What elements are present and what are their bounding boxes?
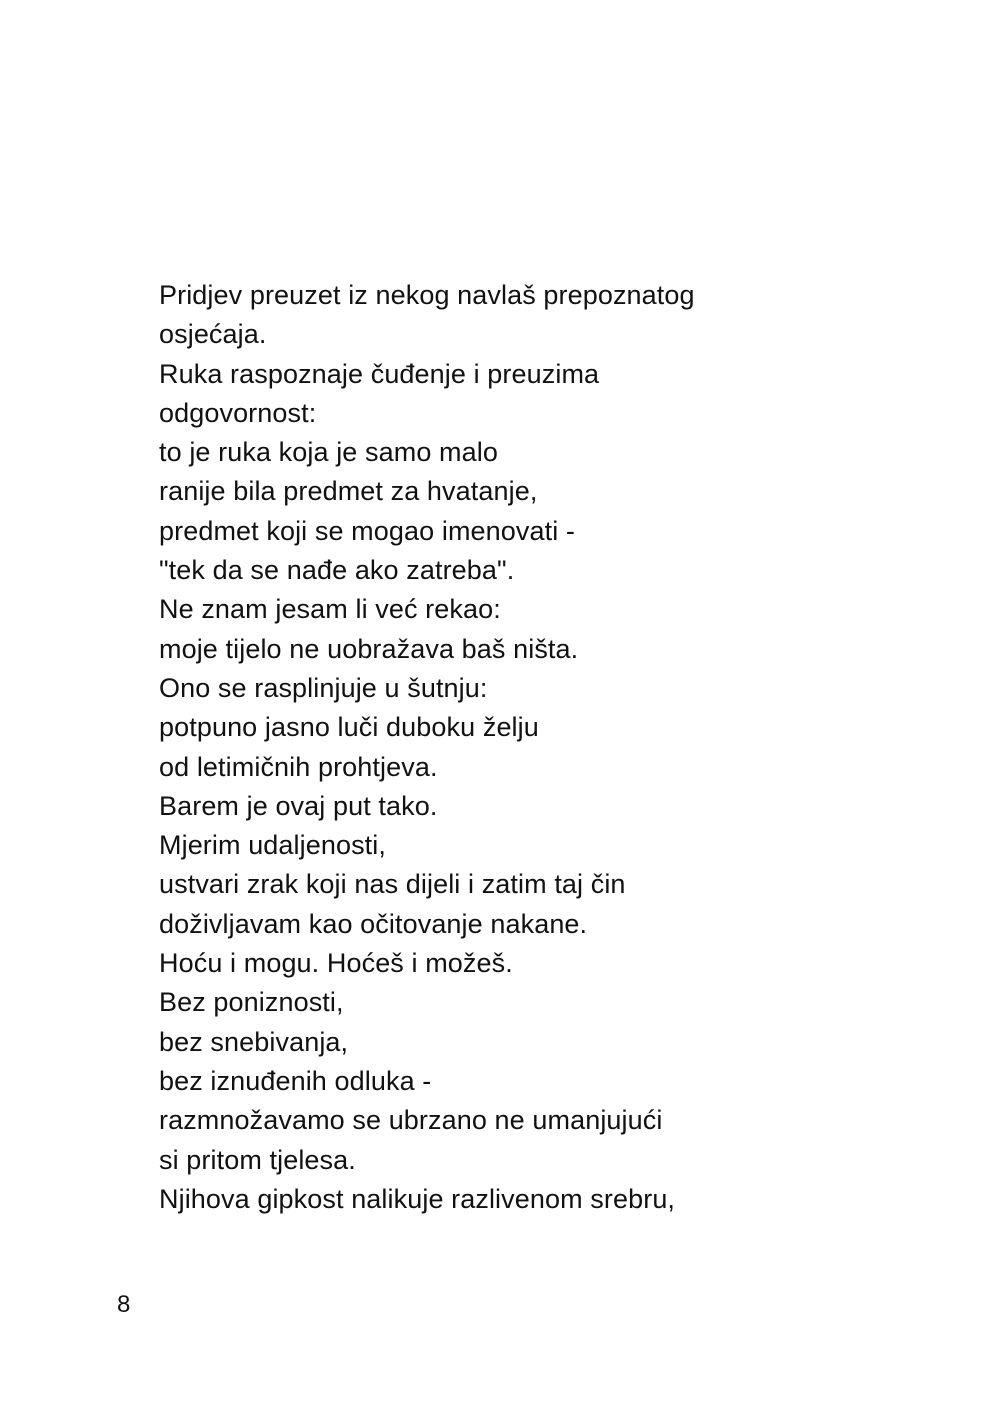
poem-line: Ne znam jesam li već rekao: bbox=[159, 594, 501, 625]
poem-line: Ono se rasplinjuje u šutnju: bbox=[159, 672, 488, 703]
poem-line: Bez poniznosti, bbox=[159, 987, 344, 1018]
poem-line: "tek da se nađe ako zatreba". bbox=[159, 555, 515, 586]
poem-line: Mjerim udaljenosti, bbox=[159, 830, 386, 861]
poem-line: od letimičnih prohtjeva. bbox=[159, 751, 438, 782]
page-number: 8 bbox=[117, 1291, 131, 1318]
poem-line: bez snebivanja, bbox=[159, 1026, 349, 1057]
poem-line: ranije bila predmet za hvatanje, bbox=[159, 476, 538, 507]
poem-line: doživljavam kao očitovanje nakane. bbox=[159, 908, 588, 939]
poem-line: Pridjev preuzet iz nekog navlaš prepoznatog bbox=[159, 280, 695, 310]
poem-line: moje tijelo ne uobražava baš ništa. bbox=[159, 633, 579, 664]
poem-text bbox=[159, 276, 919, 1219]
poem-line: potpuno jasno luči duboku želju bbox=[159, 712, 539, 743]
poem-line: osjećaja. bbox=[159, 319, 267, 350]
poem-line: to je ruka koja je samo malo bbox=[159, 437, 498, 468]
poem-line: bez iznuđenih odluka - bbox=[159, 1065, 432, 1096]
poem-line: razmnožavamo se ubrzano ne umanjujući bbox=[159, 1105, 663, 1136]
poem-line: Njihova gipkost nalikuje razlivenom srebru, bbox=[159, 1183, 676, 1214]
poem-line: si pritom tjelesa. bbox=[159, 1144, 356, 1175]
poem-line: ustvari zrak koji nas dijeli i zatim taj čin bbox=[159, 869, 626, 900]
poem-line: Barem je ovaj put tako. bbox=[159, 790, 438, 821]
poem-line: Hoću i mogu. Hoćeš i možeš. bbox=[159, 948, 513, 979]
poem-line: predmet koji se mogao imenovati - bbox=[159, 515, 575, 546]
poem-line: Ruka raspoznaje čuđenje i preuzima bbox=[159, 358, 600, 389]
poem-line: odgovornost: bbox=[159, 397, 317, 428]
